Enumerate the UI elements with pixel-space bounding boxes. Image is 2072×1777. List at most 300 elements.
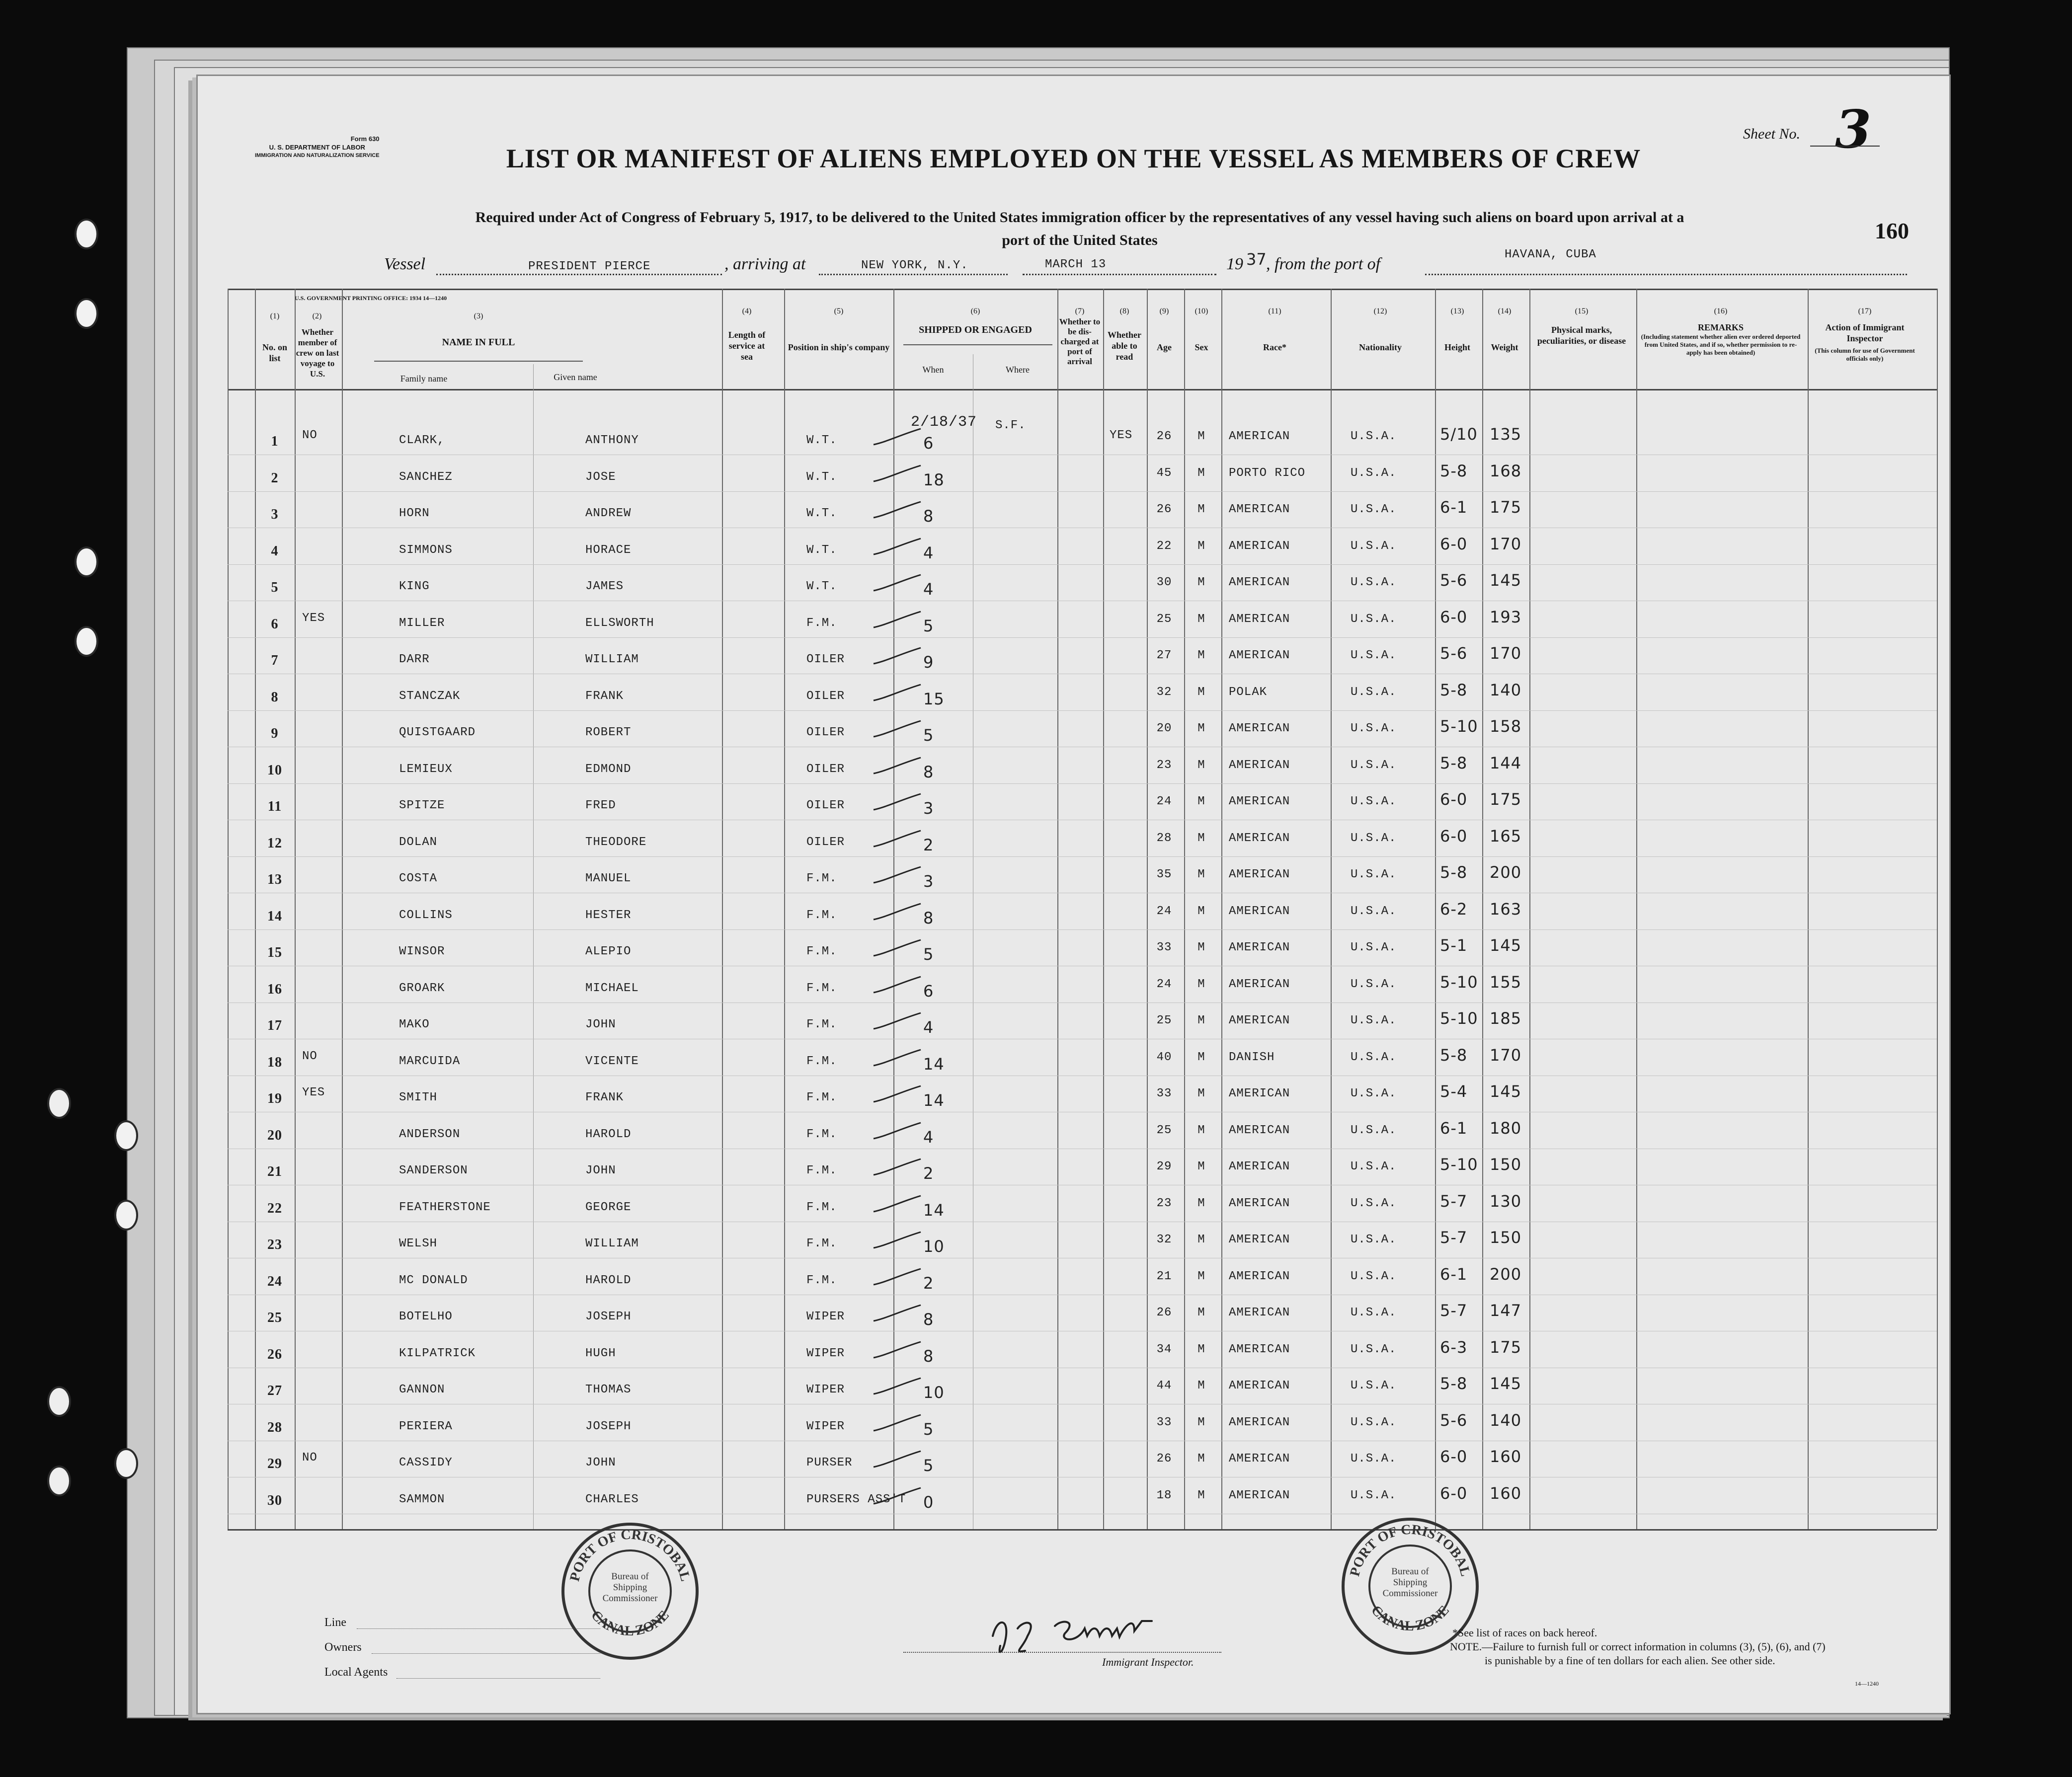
family-name: WINSOR <box>399 945 445 958</box>
check-mark-icon <box>871 1374 926 1399</box>
given-name: EDMOND <box>585 762 632 776</box>
given-name: ELLSWORTH <box>585 616 654 630</box>
age-value: 27 <box>1156 649 1172 662</box>
age-value: 40 <box>1156 1050 1172 1064</box>
weight-value: 160 <box>1490 1483 1522 1503</box>
height-value: 6-0 <box>1440 826 1468 846</box>
sex-value: M <box>1197 722 1205 735</box>
sex-value: M <box>1197 1050 1205 1064</box>
sheet-number: 3 <box>1835 98 1872 160</box>
sex-value: M <box>1197 831 1205 845</box>
binder-hole <box>114 1448 138 1479</box>
given-name: WILLIAM <box>585 653 639 666</box>
row-number: 19 <box>267 1091 282 1106</box>
col8-number: (8) <box>1119 307 1129 315</box>
owners-label: Owners <box>324 1641 362 1654</box>
from-port-label: , from the port of <box>1266 255 1381 273</box>
service-length: 6 <box>923 434 934 453</box>
sex-value: M <box>1197 941 1205 954</box>
height-value: 5-7 <box>1440 1228 1468 1247</box>
given-name: THOMAS <box>585 1383 632 1396</box>
nationality-value: U.S.A. <box>1351 1087 1397 1100</box>
row-number: 21 <box>267 1164 282 1179</box>
weight-value: 185 <box>1490 1009 1522 1028</box>
weight-value: 175 <box>1490 790 1522 809</box>
service-length: 5 <box>923 1419 934 1439</box>
column-rule <box>1435 289 1436 1529</box>
service-length: 3 <box>923 799 934 818</box>
col2-number: (2) <box>312 312 322 320</box>
page-number: 160 <box>1875 218 1909 243</box>
race-value: AMERICAN <box>1229 1306 1290 1319</box>
nationality-value: U.S.A. <box>1351 795 1397 808</box>
family-name: KING <box>399 580 430 593</box>
column-rule <box>1147 289 1148 1529</box>
nationality-value: U.S.A. <box>1351 649 1397 662</box>
column-rule <box>784 289 785 1529</box>
race-value: AMERICAN <box>1229 977 1290 991</box>
row-number: 9 <box>271 726 279 741</box>
family-name: FEATHERSTONE <box>399 1200 491 1214</box>
nationality-value: U.S.A. <box>1351 539 1397 553</box>
last-voyage-value: YES <box>302 1086 325 1099</box>
service-length: 10 <box>923 1237 945 1256</box>
race-value: AMERICAN <box>1229 1196 1290 1210</box>
column-rule <box>1808 289 1809 1529</box>
check-mark-icon <box>871 1082 926 1107</box>
nationality-value: U.S.A. <box>1351 758 1397 772</box>
row-number: 15 <box>267 945 282 960</box>
given-name: CHARLES <box>585 1492 639 1506</box>
nationality-value: U.S.A. <box>1351 430 1397 443</box>
given-name: THEODORE <box>585 835 647 849</box>
height-value: 5-8 <box>1440 1374 1468 1393</box>
height-value: 6-1 <box>1440 1264 1468 1284</box>
race-value: AMERICAN <box>1229 1160 1290 1173</box>
family-name: WELSH <box>399 1237 438 1250</box>
height-value: 5-8 <box>1440 1045 1468 1065</box>
position-value: F.M. <box>806 945 837 958</box>
weight-value: 170 <box>1490 1045 1522 1065</box>
nationality-value: U.S.A. <box>1351 503 1397 516</box>
nationality-value: U.S.A. <box>1351 941 1397 954</box>
height-value: 6-0 <box>1440 1447 1468 1466</box>
sex-value: M <box>1197 430 1205 443</box>
row-rule <box>228 491 1937 492</box>
weight-value: 170 <box>1490 644 1522 663</box>
position-value: W.T. <box>806 470 837 484</box>
right-stamp-bottom-text: CANAL ZONE <box>1368 1602 1452 1634</box>
header-bottom-rule <box>228 389 1937 390</box>
weight-value: 163 <box>1490 899 1522 919</box>
left-stamp-top-text: PORT OF CRISTOBAL <box>567 1527 693 1583</box>
column-rule <box>1331 289 1332 1529</box>
col6-number: (6) <box>970 307 980 315</box>
left-stamp-bottom-text: CANAL ZONE <box>588 1607 672 1639</box>
year-prefix: 19 <box>1226 255 1243 273</box>
given-name: HUGH <box>585 1346 616 1360</box>
service-length: 5 <box>923 726 934 745</box>
position-value: PURSER <box>806 1456 853 1469</box>
col1-header: No. on list <box>262 342 287 363</box>
position-value: OILER <box>806 799 845 812</box>
column-rule <box>342 289 343 1529</box>
service-length: 10 <box>923 1383 945 1402</box>
given-name: HAROLD <box>585 1273 632 1287</box>
nationality-value: U.S.A. <box>1351 904 1397 918</box>
height-value: 5-6 <box>1440 1410 1468 1430</box>
subtitle-line-1: Required under Act of Congress of February 5, 1917, to be delivered to the United States immigration officer by the representatives of any vessel having such aliens on board upon arrival at a <box>475 209 1684 226</box>
nationality-value: U.S.A. <box>1351 1269 1397 1283</box>
row-number: 27 <box>267 1383 282 1398</box>
inspector-label: Immigrant Inspector. <box>1102 1656 1194 1668</box>
col5-number: (5) <box>834 307 844 315</box>
sex-value: M <box>1197 1452 1205 1466</box>
sex-value: M <box>1197 1196 1205 1210</box>
height-value: 5-10 <box>1440 1009 1478 1028</box>
sex-value: M <box>1197 1160 1205 1173</box>
race-value: AMERICAN <box>1229 904 1290 918</box>
sex-value: M <box>1197 1269 1205 1283</box>
family-name: QUISTGAARD <box>399 726 476 739</box>
col11-header: Race* <box>1263 342 1286 352</box>
family-name: SIMMONS <box>399 543 453 557</box>
col16-number: (16) <box>1714 307 1728 315</box>
sex-value: M <box>1197 466 1205 480</box>
service-length: 14 <box>923 1054 945 1074</box>
sex-value: M <box>1197 576 1205 589</box>
check-mark-icon <box>871 681 926 705</box>
race-value: AMERICAN <box>1229 612 1290 626</box>
position-value: F.M. <box>806 616 837 630</box>
table-top-rule <box>228 289 1937 290</box>
family-name: KILPATRICK <box>399 1346 476 1360</box>
nationality-value: U.S.A. <box>1351 1014 1397 1027</box>
binder-hole <box>114 1200 138 1231</box>
check-mark-icon <box>871 1265 926 1290</box>
position-value: WIPER <box>806 1310 845 1323</box>
check-mark-icon <box>871 717 926 742</box>
service-length: 8 <box>923 762 934 781</box>
given-name: JOHN <box>585 1018 616 1031</box>
position-value: WIPER <box>806 1383 845 1396</box>
race-value: AMERICAN <box>1229 941 1290 954</box>
service-length: 4 <box>923 543 934 562</box>
given-name: WILLIAM <box>585 1237 639 1250</box>
sex-value: M <box>1197 977 1205 991</box>
col12-number: (12) <box>1373 307 1387 315</box>
age-value: 32 <box>1156 685 1172 699</box>
height-value: 6-3 <box>1440 1337 1468 1357</box>
family-name: CLARK, <box>399 434 445 447</box>
age-value: 22 <box>1156 539 1172 553</box>
service-length: 4 <box>923 1127 934 1147</box>
check-mark-icon <box>871 900 926 925</box>
check-mark-icon <box>871 1192 926 1217</box>
left-stamp-center-text: Bureau of Shipping Commissioner <box>602 1571 658 1604</box>
race-value: AMERICAN <box>1229 1233 1290 1246</box>
row-number: 25 <box>267 1310 282 1325</box>
given-name: JAMES <box>585 580 624 593</box>
nationality-value: U.S.A. <box>1351 1488 1397 1502</box>
subtitle-line-2: port of the United States <box>1002 232 1158 248</box>
given-name: JOSEPH <box>585 1310 632 1323</box>
weight-value: 155 <box>1490 972 1522 992</box>
height-value: 5-8 <box>1440 680 1468 699</box>
sex-value: M <box>1197 1123 1205 1137</box>
position-value: W.T. <box>806 543 837 557</box>
weight-value: 160 <box>1490 1447 1522 1466</box>
sex-value: M <box>1197 1306 1205 1319</box>
race-value: AMERICAN <box>1229 1014 1290 1027</box>
vessel-label: Vessel <box>384 255 426 273</box>
check-mark-icon <box>871 1447 926 1472</box>
col8-header: Whether able to read <box>1108 330 1141 362</box>
height-value: 6-1 <box>1440 1118 1468 1138</box>
given-name: MANUEL <box>585 872 632 885</box>
race-value: AMERICAN <box>1229 722 1290 735</box>
col7-header: Whether to be dis-charged at port of arrival <box>1059 317 1101 366</box>
nationality-value: U.S.A. <box>1351 1160 1397 1173</box>
column-rule <box>1221 289 1222 1529</box>
row-number: 29 <box>267 1456 282 1471</box>
weight-value: 147 <box>1490 1301 1522 1320</box>
age-value: 45 <box>1156 466 1172 480</box>
row-rule <box>228 856 1937 857</box>
given-name: HESTER <box>585 908 632 922</box>
nationality-value: U.S.A. <box>1351 1415 1397 1429</box>
form-number: Form 630 <box>350 135 380 143</box>
race-value: AMERICAN <box>1229 1488 1290 1502</box>
service-length: 5 <box>923 616 934 635</box>
weight-value: 165 <box>1490 826 1522 846</box>
family-name: MAKO <box>399 1018 430 1031</box>
family-name: GROARK <box>399 981 445 995</box>
age-value: 20 <box>1156 722 1172 735</box>
row-rule <box>228 637 1937 638</box>
check-mark-icon <box>871 1301 926 1326</box>
age-value: 26 <box>1156 1452 1172 1466</box>
sex-value: M <box>1197 1233 1205 1246</box>
department-name: U. S. DEPARTMENT OF LABOR <box>269 144 365 151</box>
race-value: AMERICAN <box>1229 868 1290 881</box>
row-number: 17 <box>267 1018 282 1033</box>
check-mark-icon <box>871 1411 926 1436</box>
sex-value: M <box>1197 612 1205 626</box>
vessel-name: PRESIDENT PIERCE <box>528 260 651 273</box>
nationality-value: U.S.A. <box>1351 1196 1397 1210</box>
line-underline <box>357 1628 600 1629</box>
family-name: SMITH <box>399 1091 438 1104</box>
print-code: 14—1240 <box>1855 1680 1879 1687</box>
service-length: 9 <box>923 653 934 672</box>
name-header-rule <box>374 361 583 362</box>
line-label: Line <box>324 1616 346 1629</box>
shipped-where-value: S.F. <box>995 419 1026 432</box>
shipped-where-header: Where <box>1006 365 1030 375</box>
age-value: 25 <box>1156 1123 1172 1137</box>
weight-value: 145 <box>1490 1082 1522 1101</box>
sex-value: M <box>1197 1342 1205 1356</box>
service-length: 0 <box>923 1492 934 1512</box>
col17-number: (17) <box>1858 307 1872 315</box>
shipped-when-header: When <box>922 365 944 375</box>
row-rule <box>228 710 1937 711</box>
nationality-value: U.S.A. <box>1351 1123 1397 1137</box>
row-number: 7 <box>271 653 279 668</box>
col11-number: (11) <box>1268 307 1281 315</box>
family-name: DARR <box>399 653 430 666</box>
column-rule <box>1482 289 1483 1529</box>
sex-value: M <box>1197 503 1205 516</box>
position-value: OILER <box>806 726 845 739</box>
position-value: PURSERS ASS'T <box>806 1492 906 1506</box>
race-value: POLAK <box>1229 685 1268 699</box>
col3-number: (3) <box>474 312 483 320</box>
age-value: 18 <box>1156 1488 1172 1502</box>
position-value: F.M. <box>806 981 837 995</box>
check-mark-icon <box>871 644 926 669</box>
age-value: 25 <box>1156 612 1172 626</box>
age-value: 26 <box>1156 430 1172 443</box>
col9-header: Age <box>1157 342 1172 352</box>
given-name: JOSEPH <box>585 1419 632 1433</box>
check-mark-icon <box>871 973 926 998</box>
weight-value: 145 <box>1490 571 1522 590</box>
service-length: 14 <box>923 1200 945 1220</box>
row-number: 1 <box>271 434 279 449</box>
local-agents-label: Local Agents <box>324 1666 388 1679</box>
height-value: 6-0 <box>1440 790 1468 809</box>
race-value: AMERICAN <box>1229 576 1290 589</box>
race-value: AMERICAN <box>1229 1269 1290 1283</box>
service-length: 4 <box>923 580 934 599</box>
check-mark-icon <box>871 1155 926 1180</box>
age-value: 32 <box>1156 1233 1172 1246</box>
check-mark-icon <box>871 498 926 523</box>
shipped-when-value: 2/18/37 <box>911 414 977 431</box>
last-voyage-value: NO <box>302 1049 318 1063</box>
able-to-read: YES <box>1110 429 1133 442</box>
arrival-date: MARCH 13 <box>1045 258 1107 271</box>
col10-header: Sex <box>1195 342 1208 352</box>
name-split-rule <box>533 364 534 1529</box>
row-number: 23 <box>267 1237 282 1252</box>
sex-value: M <box>1197 904 1205 918</box>
port-underline <box>819 274 1008 275</box>
col9-number: (9) <box>1159 307 1169 315</box>
position-value: F.M. <box>806 1018 837 1031</box>
family-name-header: Family name <box>400 374 448 384</box>
nationality-value: U.S.A. <box>1351 1050 1397 1064</box>
height-value: 5-10 <box>1440 972 1478 992</box>
sex-value: M <box>1197 1087 1205 1100</box>
age-value: 35 <box>1156 868 1172 881</box>
year-suffix: 37 <box>1246 250 1267 269</box>
sex-value: M <box>1197 1488 1205 1502</box>
weight-value: 130 <box>1490 1191 1522 1211</box>
binder-hole <box>47 1088 71 1119</box>
col12-header: Nationality <box>1358 342 1402 352</box>
sex-value: M <box>1197 649 1205 662</box>
column-rule <box>722 289 723 1529</box>
weight-value: 168 <box>1490 461 1522 480</box>
check-mark-icon <box>871 1119 926 1144</box>
check-mark-icon <box>871 1228 926 1253</box>
position-value: W.T. <box>806 434 837 447</box>
row-number: 18 <box>267 1054 282 1070</box>
row-rule <box>228 929 1937 930</box>
given-name: JOSE <box>585 470 616 484</box>
height-value: 5/10 <box>1440 425 1478 444</box>
last-voyage-value: NO <box>302 1451 318 1465</box>
given-name: FRANK <box>585 689 624 703</box>
document-subtitle <box>287 206 1872 252</box>
given-name: ANTHONY <box>585 434 639 447</box>
family-name: GANNON <box>399 1383 445 1396</box>
sex-value: M <box>1197 795 1205 808</box>
weight-value: 158 <box>1490 717 1522 736</box>
binder-hole <box>75 546 98 577</box>
family-name: SANDERSON <box>399 1164 468 1177</box>
col17-header: Action of Immigrant Inspector <box>1825 322 1905 343</box>
sex-value: M <box>1197 539 1205 553</box>
last-voyage-value: YES <box>302 611 325 625</box>
race-value: AMERICAN <box>1229 758 1290 772</box>
weight-value: 150 <box>1490 1155 1522 1174</box>
position-value: F.M. <box>806 1200 837 1214</box>
printing-note: U.S. GOVERNMENT PRINTING OFFICE: 1934 14—1240 <box>295 295 447 302</box>
binder-hole <box>75 298 98 329</box>
height-value: 5-1 <box>1440 936 1468 955</box>
binder-hole <box>114 1120 138 1151</box>
height-value: 5-7 <box>1440 1301 1468 1320</box>
position-value: F.M. <box>806 1054 837 1068</box>
manifest-page <box>196 75 1951 1714</box>
given-name: JOHN <box>585 1456 616 1469</box>
position-value: W.T. <box>806 507 837 520</box>
weight-value: 180 <box>1490 1118 1522 1138</box>
height-value: 5-4 <box>1440 1082 1468 1101</box>
age-value: 25 <box>1156 1014 1172 1027</box>
service-length: 14 <box>923 1091 945 1110</box>
age-value: 30 <box>1156 576 1172 589</box>
column-rule <box>255 289 256 1529</box>
check-mark-icon <box>871 936 926 961</box>
races-note: *See list of races on back hereof. <box>1452 1626 1597 1639</box>
row-number: 24 <box>267 1273 282 1289</box>
service-length: 6 <box>923 981 934 1001</box>
nationality-value: U.S.A. <box>1351 868 1397 881</box>
position-value: F.M. <box>806 1127 837 1141</box>
race-value: AMERICAN <box>1229 831 1290 845</box>
nationality-value: U.S.A. <box>1351 576 1397 589</box>
given-name: MICHAEL <box>585 981 639 995</box>
family-name: DOLAN <box>399 835 438 849</box>
column-rule <box>295 289 296 1529</box>
check-mark-icon <box>871 827 926 851</box>
height-value: 5-6 <box>1440 644 1468 663</box>
position-value: F.M. <box>806 1164 837 1177</box>
age-value: 33 <box>1156 941 1172 954</box>
nationality-value: U.S.A. <box>1351 612 1397 626</box>
family-name: SANCHEZ <box>399 470 453 484</box>
shipped-header-rule <box>903 344 1052 345</box>
age-value: 24 <box>1156 795 1172 808</box>
height-value: 6-2 <box>1440 899 1468 919</box>
position-value: F.M. <box>806 872 837 885</box>
fine-note: is punishable by a fine of ten dollars for each alien. See other side. <box>1485 1654 1775 1667</box>
